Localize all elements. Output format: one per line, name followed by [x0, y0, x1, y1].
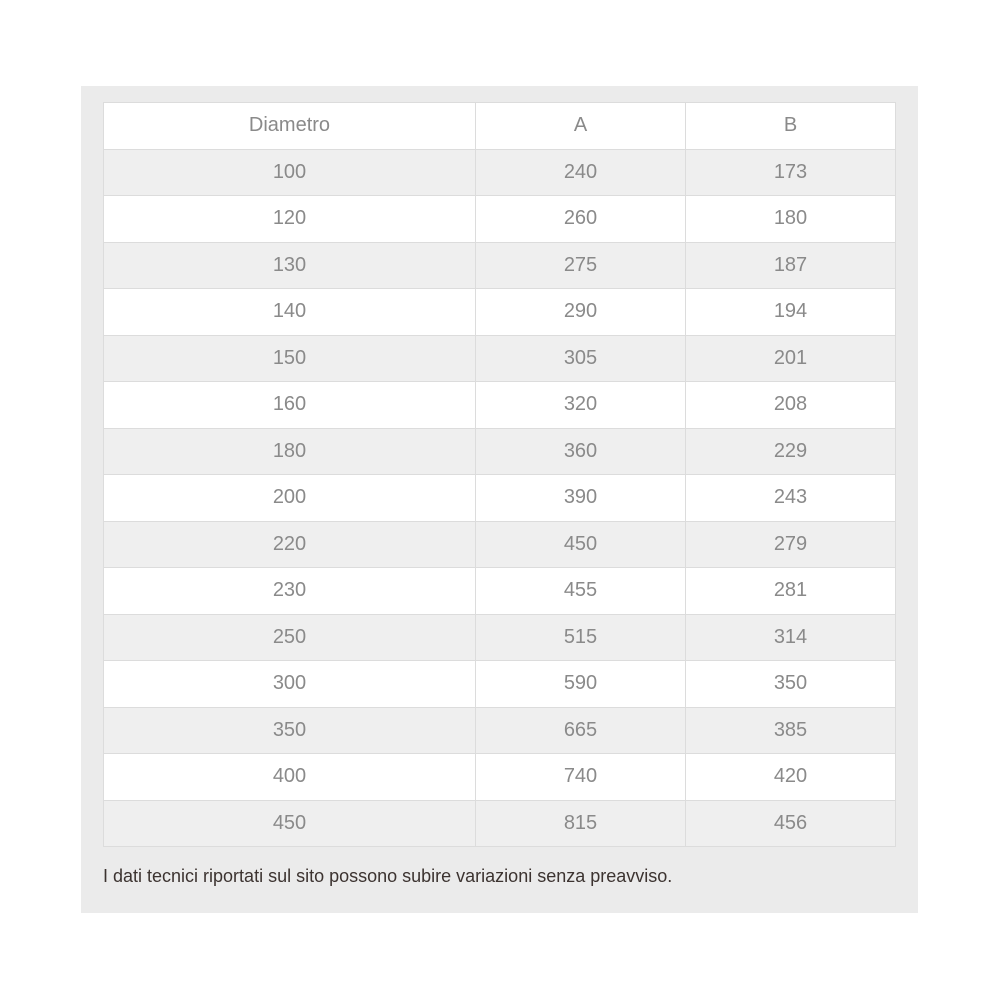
table-row: [104, 428, 896, 475]
table-row: [104, 614, 896, 661]
cell-diametro: 250: [104, 614, 476, 661]
table-row: [104, 289, 896, 336]
cell-diametro: 230: [104, 568, 476, 615]
header-diametro: Diametro: [104, 103, 476, 150]
cell-b: 187: [686, 242, 896, 289]
table-body: [104, 149, 896, 847]
cell-diametro: 220: [104, 521, 476, 568]
table-row: [104, 754, 896, 801]
table-row: [104, 242, 896, 289]
spec-table: [103, 102, 896, 847]
table-row: [104, 196, 896, 243]
table-header-row: [104, 103, 896, 150]
cell-b: 281: [686, 568, 896, 615]
cell-diametro: 350: [104, 707, 476, 754]
cell-diametro: 300: [104, 661, 476, 708]
cell-b: 229: [686, 428, 896, 475]
cell-diametro: 100: [104, 149, 476, 196]
header-a: A: [476, 103, 686, 150]
cell-a: 665: [476, 707, 686, 754]
cell-a: 455: [476, 568, 686, 615]
table-row: [104, 800, 896, 847]
cell-a: 260: [476, 196, 686, 243]
table-row: [104, 661, 896, 708]
cell-b: 194: [686, 289, 896, 336]
cell-a: 240: [476, 149, 686, 196]
cell-b: 279: [686, 521, 896, 568]
cell-diametro: 120: [104, 196, 476, 243]
cell-b: 350: [686, 661, 896, 708]
cell-a: 360: [476, 428, 686, 475]
cell-b: 456: [686, 800, 896, 847]
cell-diametro: 450: [104, 800, 476, 847]
cell-diametro: 180: [104, 428, 476, 475]
cell-diametro: 130: [104, 242, 476, 289]
cell-b: 420: [686, 754, 896, 801]
cell-diametro: 160: [104, 382, 476, 429]
cell-diametro: 150: [104, 335, 476, 382]
cell-a: 390: [476, 475, 686, 522]
cell-a: 740: [476, 754, 686, 801]
cell-a: 290: [476, 289, 686, 336]
table-row: [104, 707, 896, 754]
spec-panel: [81, 86, 918, 913]
cell-diametro: 400: [104, 754, 476, 801]
cell-b: 201: [686, 335, 896, 382]
cell-diametro: 140: [104, 289, 476, 336]
table-row: [104, 475, 896, 522]
table-row: [104, 521, 896, 568]
table-row: [104, 149, 896, 196]
cell-a: 320: [476, 382, 686, 429]
table-row: [104, 335, 896, 382]
cell-b: 385: [686, 707, 896, 754]
cell-b: 243: [686, 475, 896, 522]
cell-b: 173: [686, 149, 896, 196]
disclaimer-note: I dati tecnici riportati sul sito possono subire variazioni senza preavviso.: [103, 866, 673, 886]
table-row: [104, 382, 896, 429]
cell-a: 590: [476, 661, 686, 708]
table-row: [104, 568, 896, 615]
cell-a: 450: [476, 521, 686, 568]
cell-a: 815: [476, 800, 686, 847]
cell-a: 515: [476, 614, 686, 661]
cell-diametro: 200: [104, 475, 476, 522]
header-b: B: [686, 103, 896, 150]
cell-a: 275: [476, 242, 686, 289]
cell-a: 305: [476, 335, 686, 382]
cell-b: 180: [686, 196, 896, 243]
cell-b: 208: [686, 382, 896, 429]
cell-b: 314: [686, 614, 896, 661]
